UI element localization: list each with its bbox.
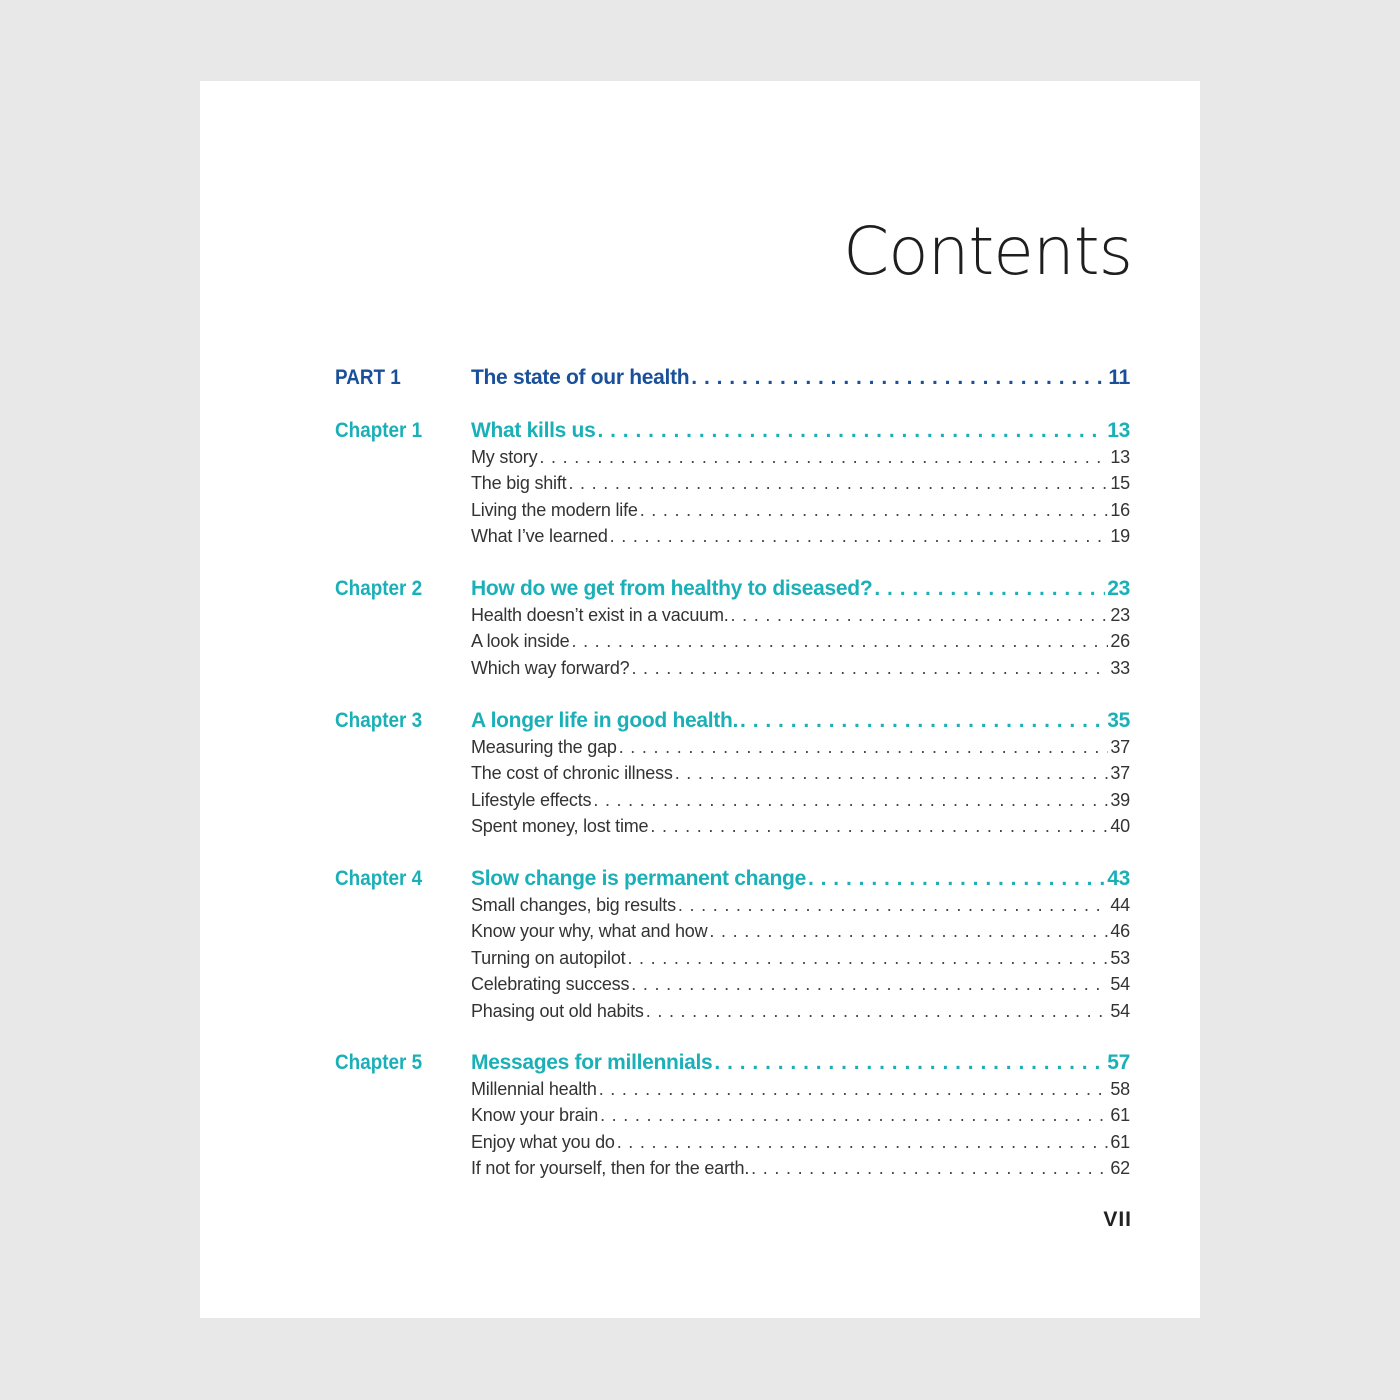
section-entry[interactable] [471,813,1130,839]
section-entry[interactable] [471,945,1130,971]
chapter-entry[interactable] [471,576,1130,602]
dot-leader [619,734,1109,760]
section-entry[interactable] [471,998,1130,1024]
dot-leader [539,444,1108,470]
chapter-entry[interactable] [471,1050,1130,1076]
section-entry[interactable] [471,760,1130,786]
section-page: 16 [1110,499,1130,520]
dot-leader [751,1155,1108,1181]
section-page: 54 [1110,1000,1130,1021]
dot-leader [568,470,1108,496]
dot-leader [691,365,1106,391]
dot-leader [808,866,1105,892]
section-title: Health doesn’t exist in a vacuum. [471,605,729,625]
section-page: 26 [1110,631,1130,652]
dot-leader [631,655,1108,681]
part-title: The state of our health [471,366,690,389]
section-title: Millennial health [471,1079,597,1099]
section-entry[interactable] [471,655,1130,681]
section-entry[interactable] [471,1155,1130,1181]
section-title: Know your brain [471,1105,599,1126]
section-page: 54 [1110,974,1130,995]
section-page: 44 [1110,895,1130,915]
section-title: What I’ve learned [471,526,608,547]
chapter-entry[interactable] [471,708,1130,734]
chapter-title: Slow change is permanent change [471,867,806,890]
section-title: Phasing out old habits [471,1000,644,1021]
section-page: 46 [1110,921,1130,942]
part-entry[interactable] [471,365,1130,391]
section-entry[interactable] [471,918,1130,944]
chapter-page: 35 [1107,709,1130,732]
section-title: Know your why, what and how [471,921,708,942]
dot-leader [874,576,1105,602]
section-title: Spent money, lost time [471,816,649,837]
section-page: 58 [1110,1079,1130,1099]
dot-leader [640,497,1109,523]
dot-leader [627,945,1108,971]
section-title: My story [471,447,538,467]
chapter-title: A longer life in good health. [471,709,739,732]
chapter-page: 57 [1107,1051,1130,1074]
section-page: 37 [1110,737,1130,757]
section-page: 23 [1110,605,1130,625]
section-page: 13 [1110,447,1130,467]
page-title: Contents [843,213,1132,290]
chapter-label: Chapter 1 [335,419,423,442]
chapter-page: 13 [1107,419,1130,442]
section-title: The big shift [471,473,567,494]
dot-leader [650,813,1108,839]
section-title: Lifestyle effects [471,789,592,810]
section-title: Turning on autopilot [471,947,626,968]
chapter-entry[interactable] [471,418,1130,444]
section-page: 53 [1110,947,1130,968]
section-entry[interactable] [471,444,1130,470]
section-title: Small changes, big results [471,895,676,915]
section-entry[interactable] [471,1129,1130,1155]
dot-leader [631,971,1108,997]
chapter-title: How do we get from healthy to diseased? [471,577,873,600]
section-entry[interactable] [471,734,1130,760]
dot-leader [597,418,1105,444]
section-entry[interactable] [471,1076,1130,1102]
section-page: 61 [1110,1131,1130,1152]
dot-leader [675,760,1109,786]
section-title: A look inside [471,631,570,652]
section-entry[interactable] [471,971,1130,997]
section-entry[interactable] [471,470,1130,496]
section-page: 15 [1110,473,1130,494]
dot-leader [599,1076,1109,1102]
section-page: 40 [1110,816,1130,837]
dot-leader [740,708,1105,734]
section-entry[interactable] [471,497,1130,523]
section-title: Celebrating success [471,974,630,995]
dot-leader [593,787,1108,813]
section-entry[interactable] [471,892,1130,918]
section-page: 33 [1110,657,1130,678]
section-entry[interactable] [471,523,1130,549]
chapter-label: Chapter 5 [335,1051,423,1074]
section-title: Measuring the gap [471,737,617,757]
part-page: 11 [1108,366,1130,389]
dot-leader [646,998,1109,1024]
dot-leader [709,918,1108,944]
section-title: The cost of chronic illness [471,763,673,784]
section-entry[interactable] [471,628,1130,654]
chapter-label: Chapter 4 [335,867,423,890]
section-title: Enjoy what you do [471,1131,615,1152]
dot-leader [678,892,1108,918]
section-entry[interactable] [471,1102,1130,1128]
section-title: Which way forward? [471,657,630,678]
chapter-label: Chapter 3 [335,709,423,732]
chapter-title: Messages for millennials [471,1051,713,1074]
dot-leader [600,1102,1108,1128]
section-entry[interactable] [471,602,1130,628]
section-page: 37 [1110,763,1130,784]
chapter-title: What kills us [471,419,596,442]
section-title: Living the modern life [471,499,638,520]
chapter-label: Chapter 2 [335,577,423,600]
dot-leader [714,1050,1105,1076]
dot-leader [610,523,1109,549]
section-entry[interactable] [471,787,1130,813]
part-label: PART 1 [335,366,401,389]
section-page: 61 [1110,1105,1130,1126]
section-page: 62 [1110,1158,1130,1179]
chapter-page: 23 [1107,577,1130,600]
section-title: If not for yourself, then for the earth. [471,1158,750,1179]
chapter-page: 43 [1107,867,1130,890]
section-page: 39 [1110,789,1130,810]
dot-leader [571,628,1108,654]
section-page: 19 [1110,526,1130,547]
dot-leader [617,1129,1109,1155]
book-page [200,81,1200,1318]
dot-leader [731,602,1109,628]
page-number: VII [1103,1208,1132,1231]
chapter-entry[interactable] [471,866,1130,892]
